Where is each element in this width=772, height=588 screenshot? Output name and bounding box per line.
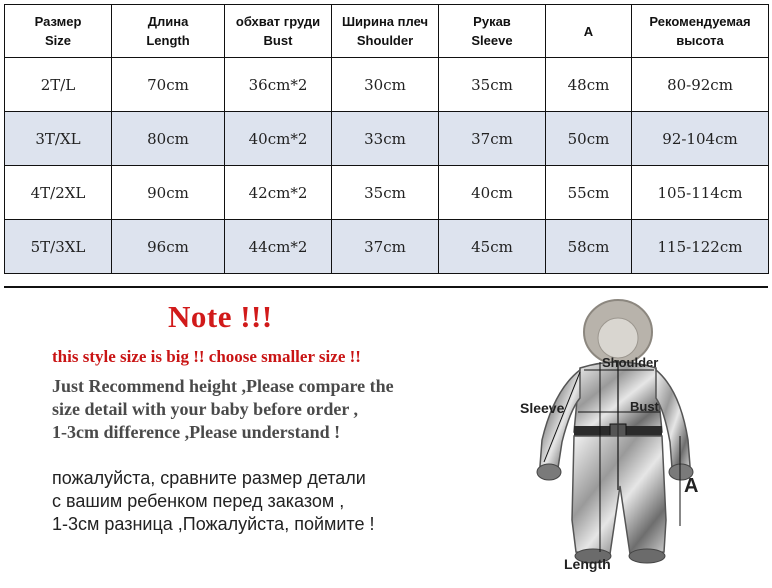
table-row <box>5 166 769 220</box>
header-a: A <box>546 5 632 58</box>
cell-size: 4T/2XL <box>5 166 112 220</box>
table-header-row <box>5 5 769 58</box>
cell-a: 48cm <box>546 58 632 112</box>
table-row <box>5 112 769 166</box>
cell-a: 58cm <box>546 220 632 274</box>
cell-sleeve: 40cm <box>439 166 546 220</box>
cell-shoulder: 30cm <box>332 58 439 112</box>
cell-a: 55cm <box>546 166 632 220</box>
russian-note-line: пожалуйста, сравните размер детали <box>52 468 366 488</box>
cell-sleeve: 37cm <box>439 112 546 166</box>
header-size: Размер Size <box>5 5 112 58</box>
cell-bust: 42cm*2 <box>225 166 332 220</box>
cell-size: 2T/L <box>5 58 112 112</box>
cell-bust: 40cm*2 <box>225 112 332 166</box>
header-sleeve: Рукав Sleeve <box>439 5 546 58</box>
cell-length: 96cm <box>112 220 225 274</box>
label-a: A <box>684 475 699 497</box>
russian-note-line: 1-3см разница ,Пожалуйста, поймите ! <box>52 514 375 534</box>
label-sleeve: Sleeve <box>520 400 565 416</box>
english-note-line: 1-3cm difference ,Please understand ! <box>52 422 341 442</box>
cell-shoulder: 33cm <box>332 112 439 166</box>
cell-bust: 44cm*2 <box>225 220 332 274</box>
label-length: Length <box>564 556 611 572</box>
cell-bust: 36cm*2 <box>225 58 332 112</box>
left-cuff <box>537 464 561 480</box>
label-shoulder: Shoulder <box>602 355 659 370</box>
label-bust: Bust <box>630 399 659 414</box>
cell-height: 92-104cm <box>632 112 769 166</box>
size-warning: this style size is big !! choose smaller size !! <box>52 347 361 366</box>
cell-sleeve: 45cm <box>439 220 546 274</box>
cell-size: 5T/3XL <box>5 220 112 274</box>
section-divider <box>4 286 768 288</box>
cell-length: 80cm <box>112 112 225 166</box>
header-shoulder: Ширина плеч Shoulder <box>332 5 439 58</box>
russian-note <box>52 467 375 536</box>
english-note-line: size detail with your baby before order , <box>52 399 358 419</box>
size-chart-table <box>4 4 769 274</box>
cell-height: 105-114cm <box>632 166 769 220</box>
cell-height: 80-92cm <box>632 58 769 112</box>
cell-height: 115-122cm <box>632 220 769 274</box>
russian-note-line: с вашим ребенком перед заказом , <box>52 491 345 511</box>
header-bust: обхват груди Bust <box>225 5 332 58</box>
cell-length: 70cm <box>112 58 225 112</box>
cell-a: 50cm <box>546 112 632 166</box>
english-note-line: Just Recommend height ,Please compare the <box>52 376 394 396</box>
cell-length: 90cm <box>112 166 225 220</box>
suit-legs <box>572 436 666 554</box>
snowsuit-diagram <box>510 290 770 586</box>
cell-shoulder: 37cm <box>332 220 439 274</box>
table-row <box>5 58 769 112</box>
cell-sleeve: 35cm <box>439 58 546 112</box>
cell-shoulder: 35cm <box>332 166 439 220</box>
right-boot-cuff <box>629 549 665 563</box>
cell-size: 3T/XL <box>5 112 112 166</box>
note-title: Note !!! <box>168 299 273 334</box>
table-row <box>5 220 769 274</box>
hood-opening <box>598 318 638 358</box>
english-note <box>52 375 394 444</box>
header-recommended-height: Рекомендуемая высота <box>632 5 769 58</box>
header-length: Длина Length <box>112 5 225 58</box>
